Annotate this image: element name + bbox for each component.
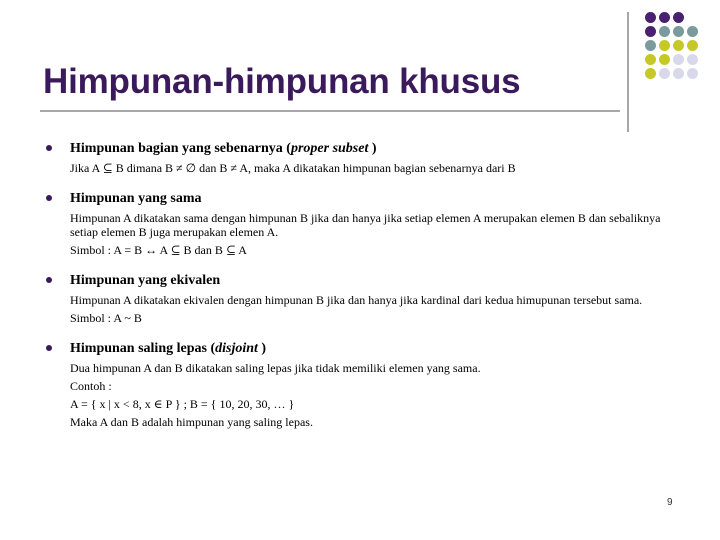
decorative-dot — [645, 40, 656, 51]
conclusion-text: Maka A dan B adalah himpunan yang saling lepas. — [70, 415, 313, 429]
decorative-dot — [645, 68, 656, 79]
decorative-dot — [645, 26, 656, 37]
section-heading: Himpunan bagian yang sebenarnya (proper subset ) — [70, 141, 377, 156]
section-text: Dua himpunan A dan B dikatakan saling lepas jika tidak memiliki elemen yang sama. — [70, 361, 481, 375]
decorative-dot — [687, 40, 698, 51]
decorative-dot — [659, 26, 670, 37]
bullet-icon — [46, 277, 52, 283]
bullet-icon — [46, 195, 52, 201]
horizontal-divider — [40, 110, 620, 112]
decorative-dot — [673, 54, 684, 65]
section-text: Himpunan A dikatakan sama dengan himpunan B jika dan hanya jika setiap elemen A merupakan elemen B dan sebaliknya setiap elemen B juga merupakan elemen A. — [70, 211, 661, 239]
decorative-dot — [687, 54, 698, 65]
example-label: Contoh : — [70, 379, 112, 393]
decorative-dot — [659, 40, 670, 51]
vertical-divider — [627, 12, 629, 132]
page-number: 9 — [667, 497, 673, 508]
section-symbol: Simbol : A ~ B — [70, 311, 142, 325]
decorative-dot — [659, 54, 670, 65]
decorative-dot — [687, 26, 698, 37]
slide-content — [46, 140, 686, 444]
section-equivalent-sets — [46, 272, 686, 325]
bullet-icon — [46, 345, 52, 351]
section-symbol: Simbol : A = B ↔ A ⊆ B dan B ⊆ A — [70, 243, 247, 257]
section-text: Jika A ⊆ B dimana B ≠ ∅ dan B ≠ A, maka A dikatakan himpunan bagian sebenarnya dari B — [70, 161, 516, 175]
page-title: Himpunan-himpunan khusus — [43, 62, 521, 101]
bullet-icon — [46, 145, 52, 151]
section-text: Himpunan A dikatakan ekivalen dengan himpunan B jika dan hanya jika kardinal dari kedua himupunan tersebut sama. — [70, 293, 643, 307]
section-proper-subset — [46, 140, 686, 175]
section-heading: Himpunan yang ekivalen — [70, 273, 221, 288]
decorative-dot — [673, 68, 684, 79]
section-heading: Himpunan yang sama — [70, 191, 202, 206]
decorative-dot — [687, 68, 698, 79]
example-sets: A = { x | x < 8, x ∈ P } ; B = { 10, 20, 30, … } — [70, 397, 295, 411]
decorative-dot — [673, 40, 684, 51]
decorative-dot — [659, 12, 670, 23]
section-disjoint-sets — [46, 340, 686, 429]
decorative-dot — [673, 26, 684, 37]
decorative-dot — [659, 68, 670, 79]
decorative-dot — [645, 12, 656, 23]
section-heading: Himpunan saling lepas (disjoint ) — [70, 341, 267, 356]
decorative-dot — [673, 12, 684, 23]
decorative-dot — [645, 54, 656, 65]
section-equal-sets — [46, 190, 686, 257]
